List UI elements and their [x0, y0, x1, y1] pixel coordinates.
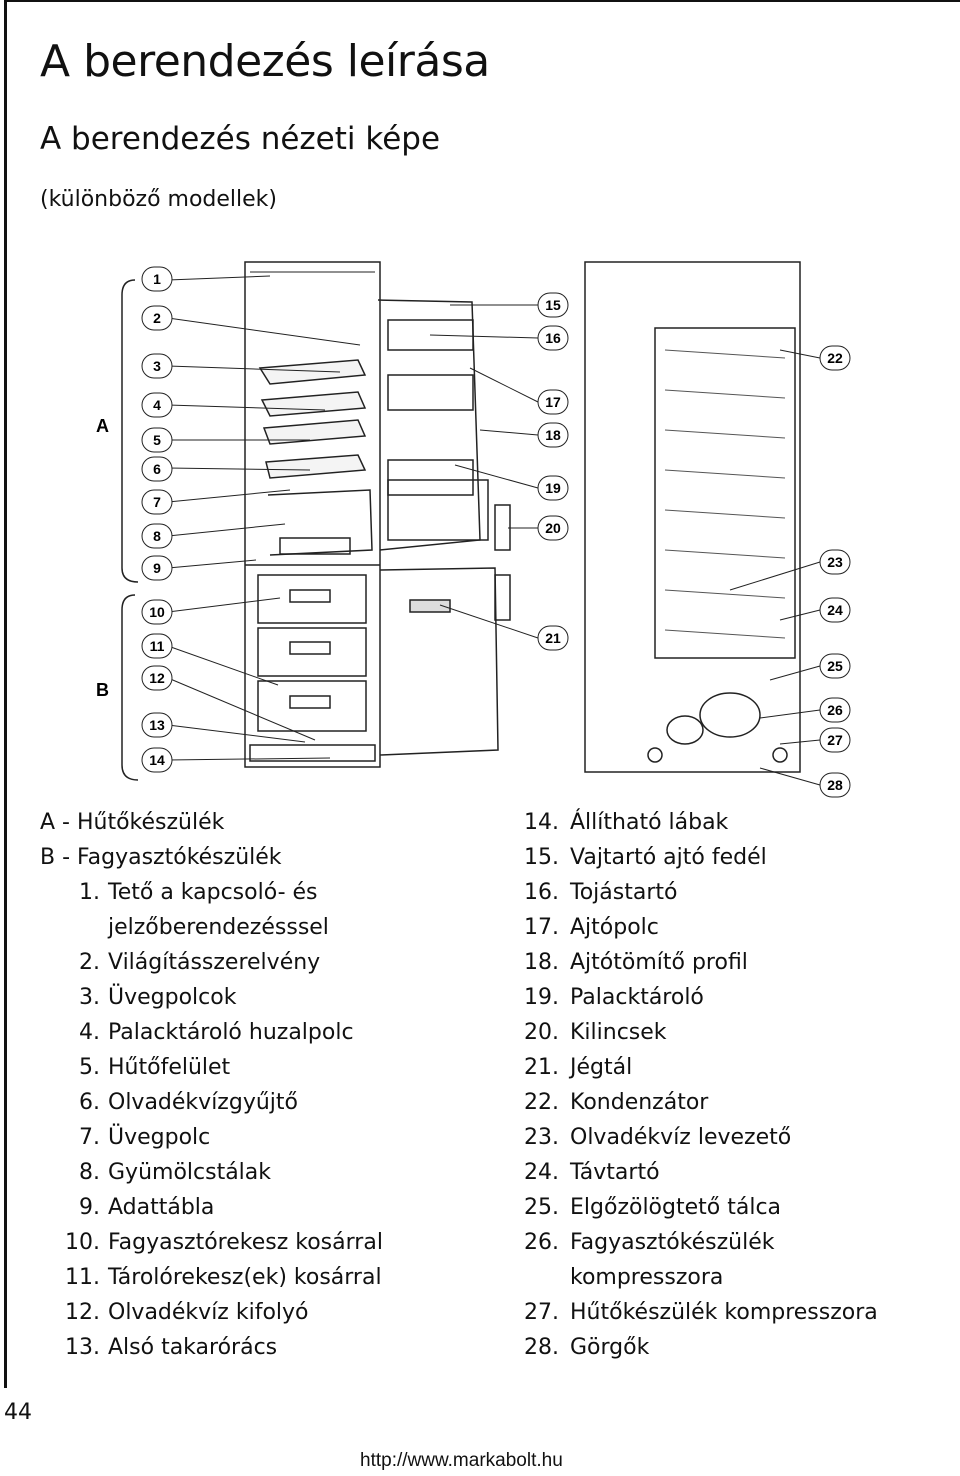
legend-num: 14. [524, 810, 559, 835]
legend-item [40, 1330, 460, 1365]
legend-right [510, 805, 930, 1365]
legend-num: 27. [524, 1300, 559, 1325]
legend-num: 7. [79, 1125, 100, 1150]
legend-num: 22. [524, 1090, 559, 1115]
legend-item [40, 1190, 460, 1225]
legend-item [40, 910, 460, 945]
legend-num: 28. [524, 1335, 559, 1360]
legend-left [40, 805, 460, 1365]
legend-num: 25. [524, 1195, 559, 1220]
callout-23 [820, 550, 850, 574]
svg-text:21: 21 [545, 630, 561, 646]
svg-text:27: 27 [827, 732, 843, 748]
callout-8 [142, 524, 172, 548]
svg-text:11: 11 [149, 638, 165, 654]
legend-text: Tárolórekesz(ek) kosárral [108, 1265, 382, 1290]
legend-item [40, 1085, 460, 1120]
legend-num: 16. [524, 880, 559, 905]
legend-text: Elgőzölögtető tálca [570, 1195, 782, 1220]
callout-11 [142, 634, 172, 658]
appliance-diagram [80, 250, 960, 810]
legend-text: Fagyasztókészülék [570, 1230, 775, 1255]
legend-item [510, 910, 930, 945]
legend-item [510, 1260, 930, 1295]
legend-text: Alsó takarórács [108, 1335, 278, 1360]
svg-text:16: 16 [545, 330, 561, 346]
models-note: (különböző modellek) [40, 187, 278, 212]
section-b-label: B [96, 680, 109, 700]
callout-5 [142, 428, 172, 452]
legend-num: 6. [79, 1090, 100, 1115]
legend-text: Hűtőfelület [108, 1055, 231, 1080]
legend-text: Jégtál [570, 1055, 633, 1080]
svg-text:26: 26 [827, 702, 843, 718]
legend-text: B - Fagyasztókészülék [40, 845, 282, 870]
legend-num: 13. [65, 1335, 100, 1360]
legend-num [510, 1260, 570, 1295]
bracket-a [122, 280, 138, 582]
legend-text: Olvadékvízgyűjtő [108, 1090, 298, 1115]
legend-text: Palacktároló huzalpolc [108, 1020, 354, 1045]
legend-num: 11. [65, 1265, 100, 1290]
callout-14 [142, 748, 172, 772]
legend-text: Gyümölcstálak [108, 1160, 272, 1185]
svg-text:7: 7 [153, 494, 161, 510]
legend-item [510, 1155, 930, 1190]
legend-item [510, 1225, 930, 1260]
callout-18 [538, 423, 568, 447]
page-title: A berendezés leírása [40, 36, 490, 87]
legend-item [510, 980, 930, 1015]
svg-text:6: 6 [153, 461, 161, 477]
svg-text:1: 1 [153, 271, 161, 287]
legend-text: Távtartó [570, 1160, 660, 1185]
callout-24 [820, 598, 850, 622]
fridge-rear-view [585, 262, 800, 772]
callout-13 [142, 713, 172, 737]
callout-2 [142, 306, 172, 330]
legend-item [510, 875, 930, 910]
svg-text:8: 8 [153, 528, 161, 544]
legend-item [510, 945, 930, 980]
callout-3 [142, 354, 172, 378]
legend-num: 8. [79, 1160, 100, 1185]
legend-text: A - Hűtőkészülék [40, 810, 225, 835]
svg-text:18: 18 [545, 427, 561, 443]
svg-text:25: 25 [827, 658, 843, 674]
callout-17 [538, 390, 568, 414]
legend-text: jelzőberendezésssel [108, 915, 329, 940]
legend-text: Világításszerelvény [108, 950, 321, 975]
callout-10 [142, 600, 172, 624]
callout-21 [538, 626, 568, 650]
legend-num: 9. [79, 1195, 100, 1220]
legend-text: Olvadékvíz kifolyó [108, 1300, 309, 1325]
svg-text:10: 10 [149, 604, 165, 620]
callout-4 [142, 393, 172, 417]
svg-text:19: 19 [545, 480, 561, 496]
legend-text: Olvadékvíz levezető [570, 1125, 792, 1150]
callout-1 [142, 267, 172, 291]
legend-item [510, 1015, 930, 1050]
legend-item [40, 875, 460, 910]
footer-url[interactable]: http://www.markabolt.hu [360, 1450, 563, 1471]
legend-text: Görgők [570, 1335, 650, 1360]
legend-num: 5. [79, 1055, 100, 1080]
legend-text: Állítható lábak [570, 810, 729, 835]
legend-text: kompresszora [570, 1265, 724, 1290]
legend-num: 4. [79, 1020, 100, 1045]
callout-27 [820, 728, 850, 752]
svg-text:24: 24 [827, 602, 843, 618]
legend-num: 1. [79, 880, 100, 905]
svg-text:23: 23 [827, 554, 843, 570]
svg-text:5: 5 [153, 432, 161, 448]
legend-item [40, 1015, 460, 1050]
legend-item [40, 805, 460, 840]
legend-num: 19. [524, 985, 559, 1010]
legend-num: 2. [79, 950, 100, 975]
callout-7 [142, 490, 172, 514]
legend-num: 23. [524, 1125, 559, 1150]
svg-text:20: 20 [545, 520, 561, 536]
legend-num: 3. [79, 985, 100, 1010]
page-border-left [4, 0, 7, 1388]
callout-15 [538, 293, 568, 317]
fridge-front-view [245, 262, 510, 767]
legend-num: 17. [524, 915, 559, 940]
legend-item [510, 805, 930, 840]
svg-text:14: 14 [149, 752, 165, 768]
legend-item [510, 1295, 930, 1330]
legend-num [40, 910, 108, 945]
legend-item [40, 840, 460, 875]
legend-item [40, 1120, 460, 1155]
callout-20 [538, 516, 568, 540]
svg-text:4: 4 [153, 397, 161, 413]
legend-item [510, 840, 930, 875]
legend-text: Ajtópolc [570, 915, 659, 940]
legend-text: Tető a kapcsoló- és [108, 880, 318, 905]
svg-text:28: 28 [827, 777, 843, 793]
legend-item [40, 1155, 460, 1190]
legend-item [40, 1295, 460, 1330]
page-border-top [4, 0, 960, 2]
legend-item [40, 1260, 460, 1295]
legend-text: Tojástartó [570, 880, 678, 905]
legend-num: 26. [524, 1230, 559, 1255]
legend-text: Kondenzátor [570, 1090, 709, 1115]
legend-text: Adattábla [108, 1195, 215, 1220]
page-number: 44 [4, 1400, 32, 1425]
legend-num: 20. [524, 1020, 559, 1045]
legend-num: 18. [524, 950, 559, 975]
legend-item [510, 1120, 930, 1155]
legend-num: 12. [65, 1300, 100, 1325]
svg-text:9: 9 [153, 560, 161, 576]
legend-item [40, 1050, 460, 1085]
svg-text:17: 17 [545, 394, 561, 410]
legend-item [510, 1085, 930, 1120]
legend-text: Üvegpolc [108, 1125, 211, 1150]
legend-num: 10. [65, 1230, 100, 1255]
legend-text: Vajtartó ajtó fedél [570, 845, 767, 870]
legend-item [510, 1330, 930, 1365]
section-subtitle: A berendezés nézeti képe [40, 121, 441, 157]
legend-text: Kilincsek [570, 1020, 667, 1045]
legend-text: Üvegpolcok [108, 985, 237, 1010]
svg-text:22: 22 [827, 350, 843, 366]
callout-9 [142, 556, 172, 580]
legend-num: 21. [524, 1055, 559, 1080]
legend-text: Palacktároló [570, 985, 704, 1010]
svg-text:15: 15 [545, 297, 561, 313]
svg-text:12: 12 [149, 670, 165, 686]
bracket-b [122, 595, 138, 780]
legend-item [510, 1050, 930, 1085]
callout-28 [820, 773, 850, 797]
legend-item [510, 1190, 930, 1225]
legend-text: Hűtőkészülék kompresszora [570, 1300, 878, 1325]
callout-16 [538, 326, 568, 350]
legend-item [40, 980, 460, 1015]
svg-text:2: 2 [153, 310, 161, 326]
legend-item [40, 1225, 460, 1260]
callout-22 [820, 346, 850, 370]
legend-text: Fagyasztórekesz kosárral [108, 1230, 383, 1255]
svg-text:3: 3 [153, 358, 161, 374]
callout-25 [820, 654, 850, 678]
section-a-label: A [96, 416, 109, 436]
svg-text:13: 13 [149, 717, 165, 733]
legend-num: 24. [524, 1160, 559, 1185]
legend-item [40, 945, 460, 980]
legend-text: Ajtótömítő profil [570, 950, 748, 975]
callout-19 [538, 476, 568, 500]
callout-6 [142, 457, 172, 481]
callout-26 [820, 698, 850, 722]
callout-12 [142, 666, 172, 690]
legend-num: 15. [524, 845, 559, 870]
